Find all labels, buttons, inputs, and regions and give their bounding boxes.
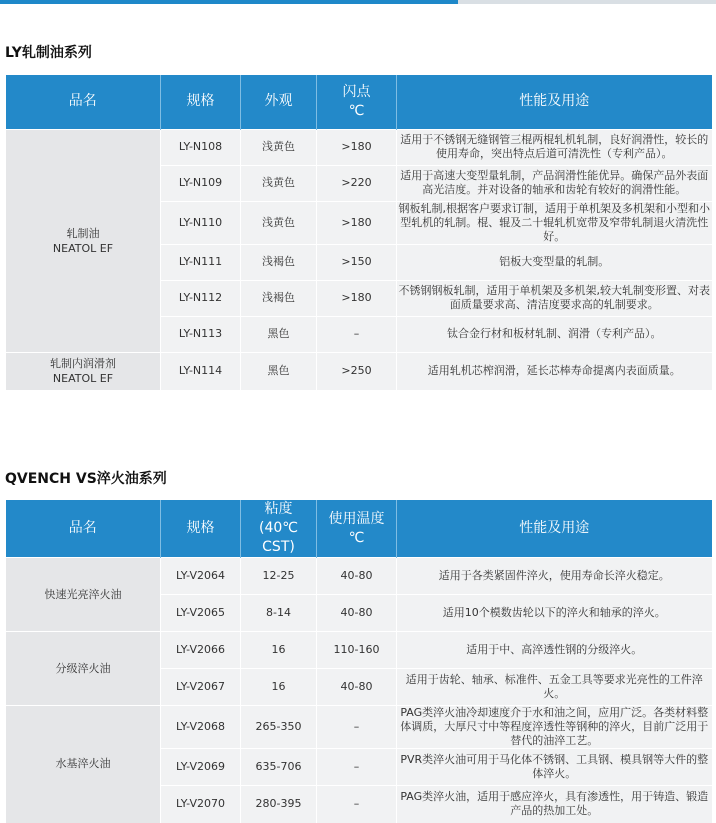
spec-cell: LY-V2064: [161, 558, 241, 595]
flash-point-cell: >180: [317, 129, 397, 165]
header-viscosity: 粘度 (40℃ CST): [241, 500, 317, 558]
flash-point-cell: >220: [317, 165, 397, 201]
header-appearance: 外观: [241, 75, 317, 129]
temperature-cell: 110-160: [317, 632, 397, 669]
temperature-cell: –: [317, 749, 397, 786]
table-header-row: [6, 75, 712, 129]
product-name-cell: 分级淬火油: [6, 632, 161, 706]
appearance-cell: 浅褐色: [241, 244, 317, 280]
usage-cell: 适用于中、高淬透性钢的分级淬火。: [397, 632, 712, 669]
header-spec: 规格: [161, 75, 241, 129]
header-spec: 规格: [161, 500, 241, 558]
usage-cell: 不锈钢钢板轧制，适用于单机架及多机架,较大轧制变形置、对表面质量要求高、清洁度要求高的轧制要求。: [397, 280, 712, 316]
spec-cell: LY-N113: [161, 316, 241, 352]
table-row: [6, 558, 712, 595]
appearance-cell: 浅黄色: [241, 165, 317, 201]
spec-cell: LY-V2069: [161, 749, 241, 786]
flash-point-cell: –: [317, 316, 397, 352]
viscosity-cell: 8-14: [241, 595, 317, 632]
usage-cell: 适用于各类紧固件淬火，使用寿命长淬火稳定。: [397, 558, 712, 595]
quench-oil-table: [5, 500, 712, 823]
spec-cell: LY-N114: [161, 352, 241, 390]
product-name-cell: 轧制内润滑剂 NEATOL EF: [6, 352, 161, 390]
usage-cell: PAG类淬火油，适用于感应淬火，具有渗透性，用于铸造、锻造产品的热加工处。: [397, 786, 712, 823]
product-name-cell: 快速光亮淬火油: [6, 558, 161, 632]
usage-cell: PAG类淬火油冷却速度介于水和油之间，应用广泛。各类材料整体调质，大厚尺寸中等程度淬透性等钢种的淬火，目前广泛用于替代的油淬工艺。: [397, 706, 712, 749]
flash-point-cell: >250: [317, 352, 397, 390]
usage-cell: 适用于高速大变型量轧制，产品润滑性能优异。确保产品外表面高光洁度。并对设备的轴承和齿轮有较好的润滑性能。: [397, 165, 712, 201]
spec-cell: LY-V2066: [161, 632, 241, 669]
viscosity-cell: 265-350: [241, 706, 317, 749]
temperature-cell: –: [317, 706, 397, 749]
table-row: [6, 706, 712, 749]
temperature-cell: 40-80: [317, 669, 397, 706]
usage-cell: 钢板轧制,根据客户要求订制，适用于单机架及多机架和小型和小型轧机的轧制。棍、辊及二十辊轧机宽带及窄带轧制退火清洗性好。: [398, 201, 710, 243]
product-name-cell: 轧制油 NEATOL EF: [6, 129, 161, 352]
flash-point-cell: >150: [317, 244, 397, 280]
appearance-cell: 黑色: [241, 316, 317, 352]
appearance-cell: 浅黄色: [241, 201, 317, 244]
viscosity-cell: 16: [241, 632, 317, 669]
temperature-cell: 40-80: [317, 558, 397, 595]
viscosity-cell: 16: [241, 669, 317, 706]
usage-cell: 适用轧机芯榨润滑，延长芯棒寿命提离内表面质量。: [397, 352, 712, 390]
top-banner-image: [458, 0, 716, 4]
header-usage: 性能及用途: [397, 500, 712, 558]
table-row: [6, 129, 712, 165]
usage-cell: 适用10个模数齿轮以下的淬火和轴承的淬火。: [397, 595, 712, 632]
usage-cell: 铝板大变型量的轧制。: [397, 244, 712, 280]
spec-cell: LY-V2067: [161, 669, 241, 706]
temperature-cell: 40-80: [317, 595, 397, 632]
table-row: [6, 632, 712, 669]
table-row: [6, 352, 712, 390]
usage-cell: 适用于齿轮、轴承、标准件、五金工具等要求光亮性的工件淬火。: [397, 669, 712, 706]
viscosity-cell: 12-25: [241, 558, 317, 595]
flash-point-cell: >180: [317, 280, 397, 316]
spec-cell: LY-V2065: [161, 595, 241, 632]
header-name: 品名: [6, 500, 161, 558]
spec-cell: LY-N110: [161, 201, 241, 244]
spec-cell: LY-V2068: [161, 706, 241, 749]
spec-cell: LY-N112: [161, 280, 241, 316]
viscosity-cell: 280-395: [241, 786, 317, 823]
section-title-rolling-oil: LY轧制油系列: [5, 45, 92, 61]
usage-cell: 钛合金行材和板材轧制、润滑（专利产品）。: [397, 316, 712, 352]
flash-point-cell: >180: [317, 201, 397, 244]
usage-cell: PVR类淬火油可用于马化体不锈钢、工具钢、模具钢等大件的整体淬火。: [397, 749, 712, 786]
header-name: 品名: [6, 75, 161, 129]
table-header-row: [6, 500, 712, 558]
spec-cell: LY-N111: [161, 244, 241, 280]
appearance-cell: 浅黄色: [241, 129, 317, 165]
header-flash-point: 闪点 ℃: [317, 75, 397, 129]
header-temperature: 使用温度 ℃: [317, 500, 397, 558]
rolling-oil-table: [5, 75, 712, 390]
header-usage: 性能及用途: [397, 75, 712, 129]
appearance-cell: 黑色: [241, 352, 317, 390]
product-name-cell: 水基淬火油: [6, 706, 161, 823]
viscosity-cell: 635-706: [241, 749, 317, 786]
appearance-cell: 浅褐色: [241, 280, 317, 316]
spec-cell: LY-N109: [161, 165, 241, 201]
spec-cell: LY-N108: [161, 129, 241, 165]
usage-cell: 适用于不锈钢无缝钢管三棍两棍轧机轧制，良好润滑性，较长的使用寿命，突出特点后道可清洗性（专利产品）。: [397, 129, 712, 165]
spec-cell: LY-V2070: [161, 786, 241, 823]
section-title-quench-oil: QVENCH VS淬火油系列: [5, 471, 167, 487]
temperature-cell: –: [317, 786, 397, 823]
